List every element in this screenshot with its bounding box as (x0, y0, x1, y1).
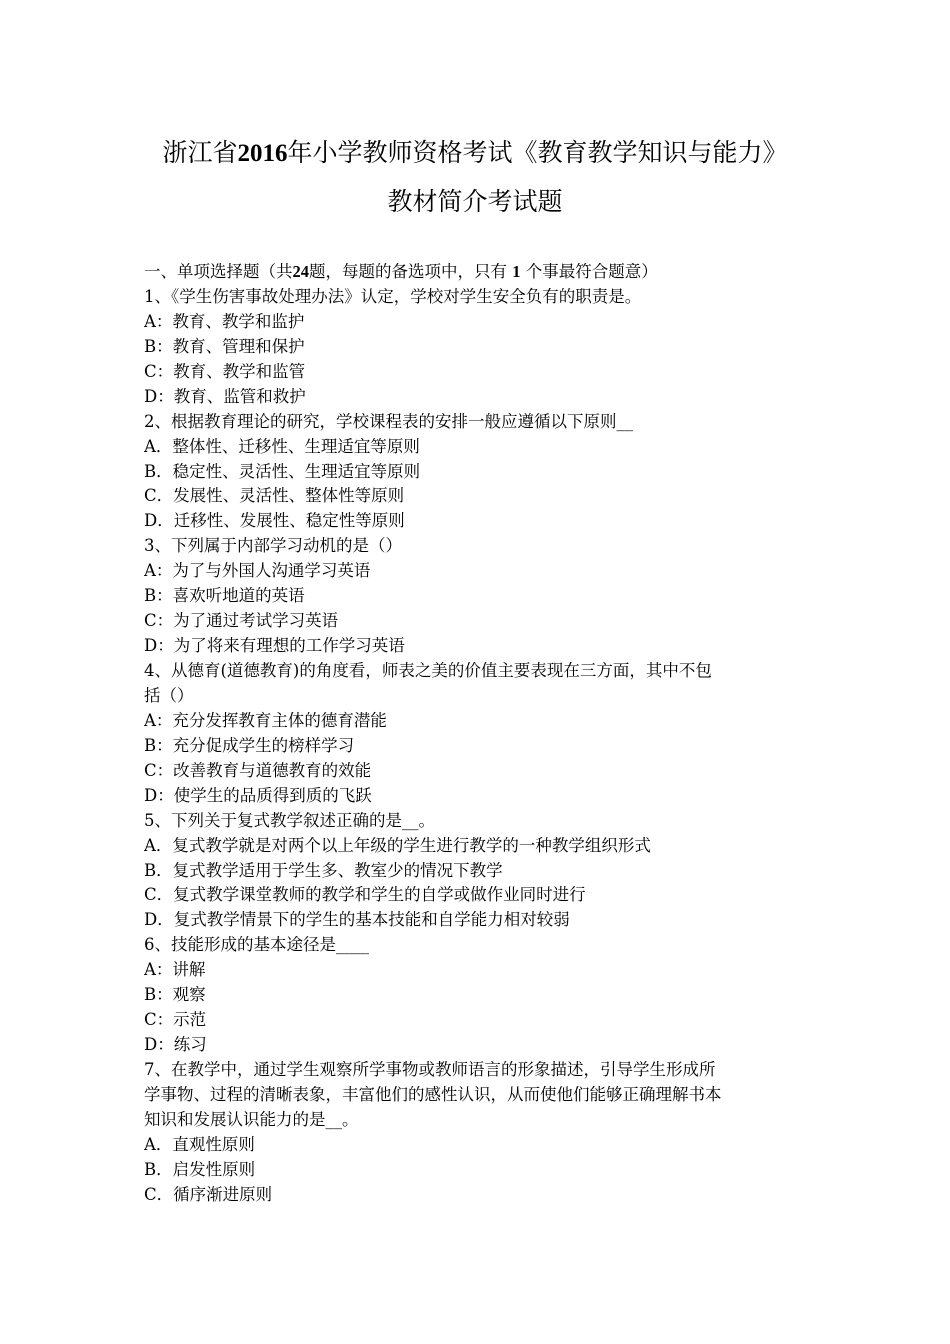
text-line: D：练习 (144, 1035, 207, 1055)
text-line: 2、根据教育理论的研究，学校课程表的安排一般应遵循以下原则__ (144, 411, 633, 431)
text-line: A：教育、教学和监护 (144, 311, 305, 331)
text-line: 7、在教学中，通过学生观察所学事物或教师语言的形象描述，引导学生形成所 (144, 1060, 716, 1079)
text-line: C：为了通过考试学习英语 (144, 611, 339, 631)
text-line: C．复式教学课堂教师的教学和学生的自学或做作业同时进行 (144, 885, 586, 905)
text-line: C．循序渐进原则 (144, 1184, 273, 1204)
title-year: 2016 (237, 140, 288, 167)
text-line: A：讲解 (144, 960, 206, 980)
text-line: B：喜欢听地道的英语 (144, 586, 305, 606)
text-line: D．复式教学情景下的学生的基本技能和自学能力相对较弱 (144, 910, 570, 930)
document-body (144, 260, 816, 1208)
text-line: A．复式教学就是对两个以上年级的学生进行教学的一种教学组织形式 (144, 835, 651, 855)
document-title-line-2: 教材简介考试题 (387, 187, 563, 216)
title-prefix: 浙江省 (162, 138, 238, 167)
text-line: B：充分促成学生的榜样学习 (144, 735, 355, 755)
text-line: 6、技能形成的基本途径是____ (144, 935, 369, 955)
text-line: C：改善教育与道德教育的效能 (144, 760, 372, 780)
text-line: 括（） (144, 685, 194, 705)
section-suffix: 个事最符合题意） (525, 262, 658, 281)
text-line: A．整体性、迁移性、生理适宜等原则 (144, 436, 420, 456)
section-heading (144, 260, 816, 285)
text-line: 学事物、过程的清晰表象，丰富他们的感性认识，从而使他们能够正确理解书本 (144, 1084, 722, 1104)
text-line: 知识和发展认识能力的是__。 (144, 1109, 359, 1129)
text-line: A．直观性原则 (144, 1134, 255, 1154)
text-line: A：为了与外国人沟通学习英语 (144, 561, 371, 581)
question-count: 24 (292, 262, 309, 281)
section-middle: 题，每题的备选项中，只有 (309, 262, 507, 281)
text-line: 1、《学生伤害事故处理办法》认定，学校对学生安全负有的职责是。 (144, 286, 642, 306)
text-line: B：观察 (144, 985, 206, 1005)
text-line: C．发展性、灵活性、整体性等原则 (144, 486, 405, 506)
text-line: C：示范 (144, 1010, 207, 1030)
text-line: 3、下列属于内部学习动机的是（） (144, 536, 402, 556)
text-line: B．稳定性、灵活性、生理适宜等原则 (144, 461, 421, 481)
text-line: 5、下列关于复式教学叙述正确的是__。 (144, 810, 435, 830)
text-line: D：为了将来有理想的工作学习英语 (144, 636, 405, 656)
text-line: D．迁移性、发展性、稳定性等原则 (144, 511, 405, 531)
text-line: C：教育、教学和监管 (144, 361, 306, 381)
text-line: B．复式教学适用于学生多、教室少的情况下教学 (144, 860, 503, 880)
text-line: B：教育、管理和保护 (144, 336, 305, 356)
text-line: A：充分发挥教育主体的德育潜能 (144, 710, 387, 730)
text-line: D：教育、监管和救护 (144, 386, 306, 406)
question-list (144, 285, 816, 1208)
text-line: D：使学生的品质得到质的飞跃 (144, 785, 372, 805)
section-prefix: 一、单项选择题（共 (144, 262, 293, 281)
title-suffix: 年小学教师资格考试《教育教学知识与能力》 (287, 138, 788, 167)
text-line: B．启发性原则 (144, 1159, 256, 1179)
answer-count: 1 (512, 262, 521, 281)
document-title-line-1 (0, 137, 950, 170)
text-line: 4、从德育(道德教育)的角度看，师表之美的价值主要表现在三方面，其中不包 (144, 661, 712, 680)
